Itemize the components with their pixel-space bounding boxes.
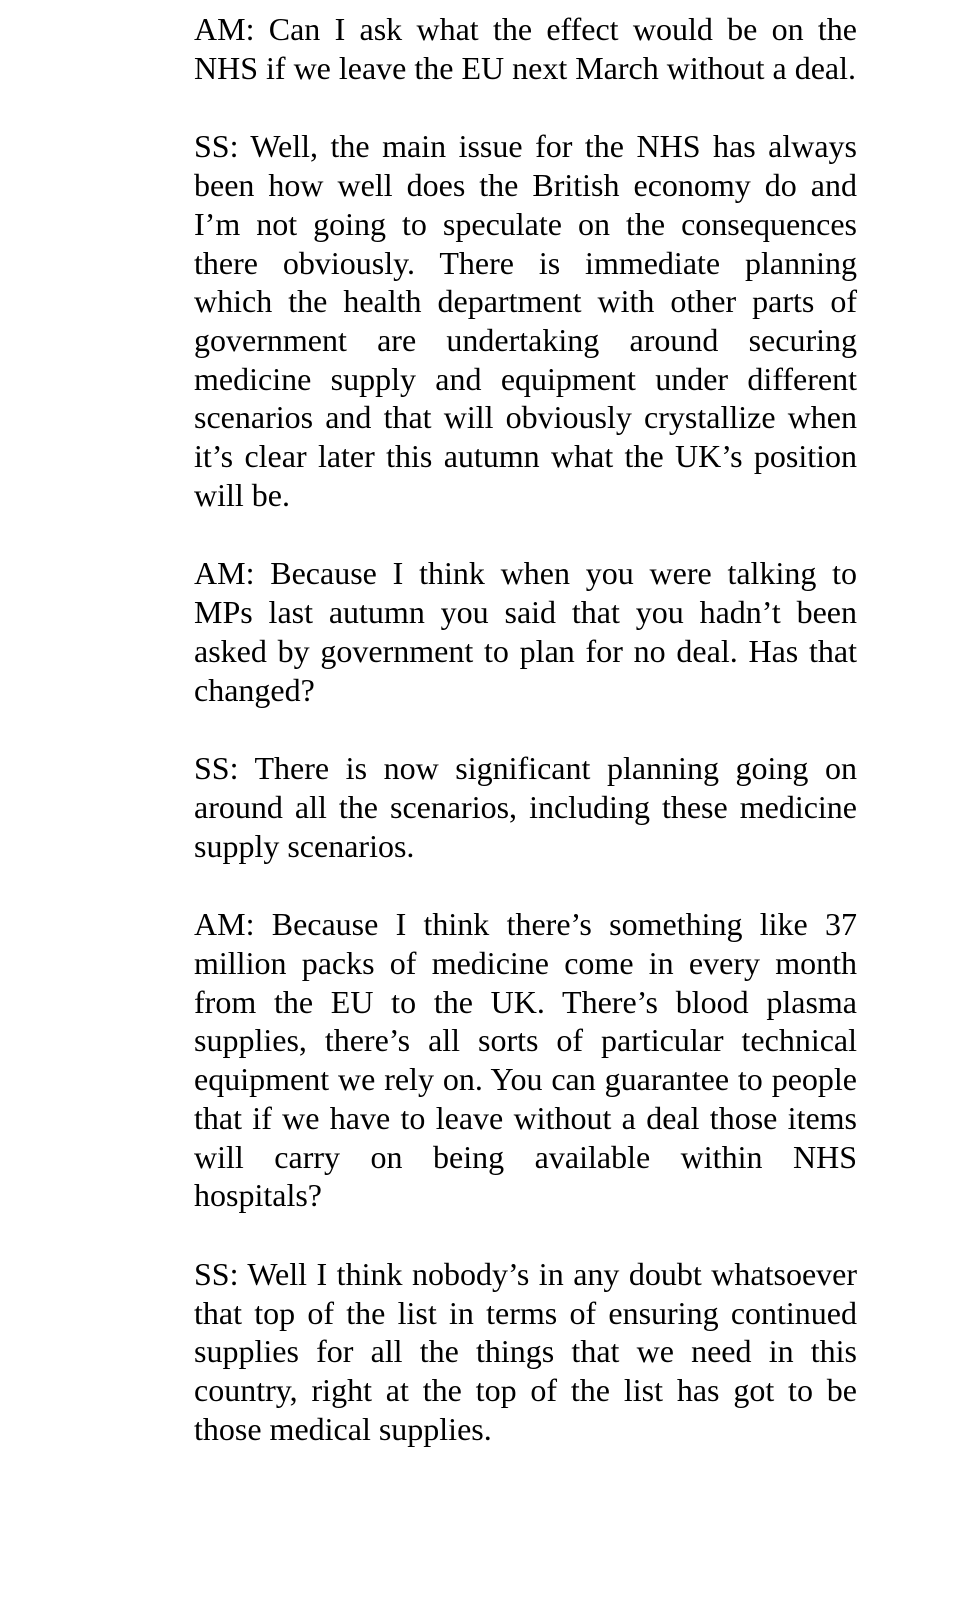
transcript-page [194, 10, 857, 1449]
transcript-paragraph-am: AM: Because I think when you were talking to MPs last autumn you said that you hadn’t been asked by government to plan for no deal. Has that changed? [194, 555, 857, 708]
transcript-paragraph-ss: SS: There is now significant planning going on around all the scenarios, including these medicine supply scenarios. [194, 750, 857, 864]
transcript-paragraph-am: AM: Can I ask what the effect would be on the NHS if we leave the EU next March without a deal. [194, 11, 857, 86]
transcript-paragraph-ss: SS: Well I think nobody’s in any doubt whatsoever that top of the list in terms of ensuring continued supplies for all the things that we need in this country, right at the top of the list has got to be those medical supplies. [194, 1255, 857, 1447]
transcript-paragraph-ss: SS: Well, the main issue for the NHS has always been how well does the British economy do and I’m not going to speculate on the consequences there obviously. There is immediate planning which the health department with other parts of government are undertaking around securing medicine supply and equipment under different scenarios and that will obviously crystallize when it’s clear later this autumn what the UK’s position will be. [194, 128, 857, 513]
transcript-paragraph-am: AM: Because I think there’s something like 37 million packs of medicine come in every month from the EU to the UK. There’s blood plasma supplies, there’s all sorts of particular technical equipment we rely on. You can guarantee to people that if we have to leave without a deal those items will carry on being available within NHS hospitals? [194, 906, 857, 1214]
